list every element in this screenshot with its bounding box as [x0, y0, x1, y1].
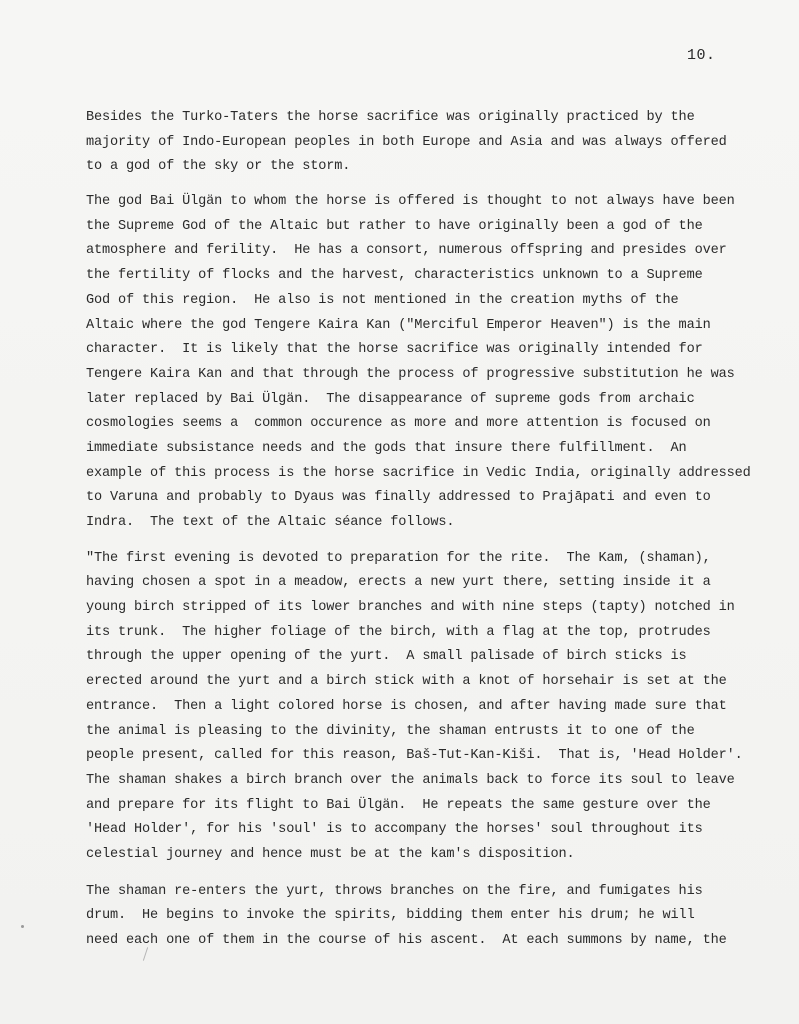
text-line: the fertility of flocks and the harvest, characteristics unknown to a Supreme	[86, 268, 703, 284]
text-line: the animal is pleasing to the divinity, the shaman entrusts it to one of the	[86, 723, 695, 739]
text-line: Indra. The text of the Altaic séance follows.	[86, 515, 455, 530]
text-line: celestial journey and hence must be at the kam's disposition.	[86, 846, 575, 862]
text-line: its trunk. The higher foliage of the birch, with a flag at the top, protrudes	[86, 624, 711, 640]
text-line: character. It is likely that the horse sacrifice was originally intended for	[86, 342, 703, 358]
text-line: young birch stripped of its lower branches and with nine steps (tapty) notched in	[86, 600, 735, 616]
text-line: cosmologies seems a common occurence as more and more attention is focused on	[86, 416, 711, 432]
paragraph-2	[86, 190, 776, 536]
text-line: atmosphere and ferility. He has a consort, numerous offspring and presides over	[86, 243, 727, 259]
text-line: The god Bai Ülgän to whom the horse is offered is thought to not always have been	[86, 194, 735, 210]
text-line: entrance. Then a light colored horse is chosen, and after having made sure that	[86, 698, 727, 714]
text-line: to a god of the sky or the storm.	[86, 159, 351, 175]
text-line: need each one of them in the course of his ascent. At each summons by name, the	[86, 933, 727, 948]
text-line: the Supreme God of the Altaic but rather to have originally been a god of the	[86, 218, 703, 234]
text-line: immediate subsistance needs and the gods that insure there fulfillment. An	[86, 440, 687, 456]
text-line: to Varuna and probably to Dyaus was finally addressed to Prajāpati and even to	[86, 490, 711, 506]
text-line: God of this region. He also is not mentioned in the creation myths of the	[86, 292, 679, 308]
text-line: Tengere Kaira Kan and that through the process of progressive substitution he was	[86, 366, 735, 382]
text-line: people present, called for this reason, Baš-Tut-Kan-Kiši. That is, 'Head Holder'.	[86, 748, 743, 764]
paragraph-3	[86, 547, 776, 868]
text-line: drum. He begins to invoke the spirits, bidding them enter his drum; he will	[86, 908, 695, 924]
text-line: having chosen a spot in a meadow, erects a new yurt there, setting inside it a	[86, 575, 711, 591]
paragraph-1	[86, 106, 776, 180]
page-number: 10.	[687, 47, 716, 64]
text-line: erected around the yurt and a birch stick with a knot of horsehair is set at the	[86, 674, 727, 690]
body-text	[86, 106, 776, 954]
text-line: 'Head Holder', for his 'soul' is to accompany the horses' soul throughout its	[86, 822, 703, 838]
text-line: later replaced by Bai Ülgän. The disappearance of supreme gods from archaic	[86, 391, 695, 407]
text-line: majority of Indo-European peoples in both Europe and Asia and was always offered	[86, 134, 727, 150]
text-line: Besides the Turko-Taters the horse sacrifice was originally practiced by the	[86, 110, 695, 125]
text-line: example of this process is the horse sacrifice in Vedic India, originally addressed	[86, 465, 751, 481]
text-line: The shaman shakes a birch branch over the animals back to force its soul to leave	[86, 772, 735, 788]
text-line: "The first evening is devoted to preparation for the rite. The Kam, (shaman),	[86, 550, 711, 566]
text-line: The shaman re-enters the yurt, throws branches on the fire, and fumigates his	[86, 883, 703, 899]
text-line: through the upper opening of the yurt. A small palisade of birch sticks is	[86, 649, 687, 665]
paragraph-4	[86, 880, 776, 954]
text-line: and prepare for its flight to Bai Ülgän. He repeats the same gesture over the	[86, 797, 711, 813]
text-line: Altaic where the god Tengere Kaira Kan ("Merciful Emperor Heaven") is the main	[86, 317, 711, 333]
ink-speck	[21, 925, 24, 928]
